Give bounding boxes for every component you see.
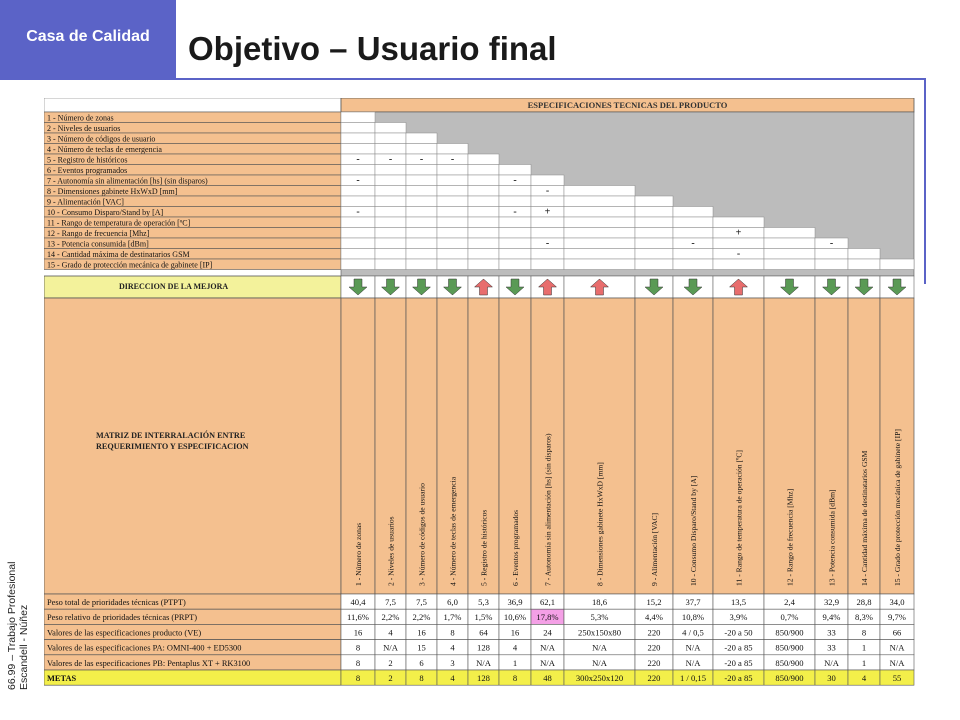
correlation-cell	[437, 196, 468, 207]
correlation-cell	[341, 249, 375, 260]
bottom-row-value: 0,7%	[780, 612, 799, 623]
bottom-row-value: 2,2%	[381, 612, 400, 623]
bottom-row-value: N/A	[685, 657, 701, 668]
matrix-label-line: REQUERIMIENTO Y ESPECIFICACION	[96, 442, 249, 451]
bottom-row-value: 15,2	[646, 597, 662, 607]
correlation-cell	[635, 259, 673, 270]
bottom-row-value: 220	[647, 673, 661, 683]
correlation-cell	[468, 217, 499, 228]
bottom-row-value: 7,5	[416, 597, 427, 607]
correlation-cell	[499, 238, 531, 249]
correlation-cell	[848, 259, 880, 270]
bottom-row-value: 16	[510, 627, 520, 638]
bottom-row-value: 220	[647, 657, 661, 668]
spec-column-label: 12 - Rango de frecuencia [Mhz]	[785, 488, 795, 586]
correlation-cell	[564, 238, 635, 249]
requirement-label: 15 - Grado de protección mecánica de gabinete [IP]	[47, 260, 213, 270]
correlation-cell	[531, 259, 564, 270]
bottom-row-value: 15	[417, 642, 426, 653]
correlation-cell	[468, 249, 499, 260]
bottom-row-value: 10,6%	[503, 612, 527, 623]
correlation-cell	[341, 238, 375, 249]
correlation-cell	[437, 259, 468, 270]
requirement-label: 10 - Consumo Disparo/Stand by [A]	[47, 207, 164, 217]
bottom-row-value: 2	[388, 673, 393, 683]
bottom-row-value: 55	[892, 673, 902, 683]
bottom-row-value: 220	[647, 627, 661, 638]
requirement-label: 4 - Número de teclas de emergencia	[47, 144, 162, 154]
correlation-cell	[437, 207, 468, 218]
correlation-cell	[635, 217, 673, 228]
bottom-row-value: 4	[861, 673, 867, 683]
correlation-cell	[673, 228, 713, 239]
correlation-symbol: -	[450, 154, 455, 166]
correlation-cell	[437, 238, 468, 249]
correlation-cell	[635, 249, 673, 260]
bottom-row-label: Valores de las especificaciones PA: OMNI-400 + ED5300	[47, 643, 242, 653]
spec-column-label: 15 - Grado de protección mecánica de gabinete [IP]	[893, 429, 902, 586]
bottom-row-value: 13,5	[730, 597, 747, 607]
correlation-cell	[375, 144, 406, 155]
bottom-row-value: 2,4	[784, 597, 795, 607]
bottom-row-value: 16	[353, 627, 363, 638]
bottom-row-value: 6	[419, 657, 424, 668]
correlation-cell	[564, 207, 635, 218]
section-badge	[0, 0, 176, 80]
correlation-cell	[673, 207, 713, 218]
correlation-cell	[468, 175, 499, 186]
correlation-cell	[375, 217, 406, 228]
bottom-row-value: 28,8	[856, 597, 872, 607]
correlation-cell	[815, 249, 848, 260]
bottom-row-value: 18,6	[591, 597, 608, 607]
bottom-row-value: 34,0	[889, 597, 905, 607]
spec-column-label: 14 - Cantidad máxima de destinatarios GSM	[860, 450, 869, 586]
requirement-label: 6 - Eventos programados	[47, 165, 128, 175]
bottom-row-label: METAS	[47, 674, 77, 683]
spec-column-label: 9 - Alimentación [VAC]	[650, 512, 659, 586]
bottom-row-value: 1	[512, 657, 518, 668]
bottom-row-label: Peso total de prioridades técnicas (PTPT)	[47, 598, 186, 607]
matrix-corner	[44, 98, 341, 112]
bottom-row-value: 1	[861, 642, 867, 653]
correlation-cell	[406, 249, 437, 260]
correlation-symbol: +	[544, 206, 551, 218]
bottom-row-value: 36,9	[507, 597, 523, 607]
bottom-row-value: 128	[477, 642, 490, 653]
spec-column-label: 11 - Rango de temperatura de operación [ºC]	[734, 450, 744, 586]
bottom-row-label: Peso relativo de prioridades técnicas (PRPT)	[47, 613, 198, 623]
requirement-label: 5 - Registro de históricos	[47, 155, 128, 165]
correlation-cell	[531, 217, 564, 228]
correlation-cell	[406, 144, 437, 155]
correlation-cell	[499, 165, 531, 176]
bottom-row-value: 1,5%	[474, 612, 493, 623]
bottom-row-value: 4 / 0,5	[682, 627, 704, 638]
correlation-symbol: -	[691, 238, 695, 250]
correlation-cell	[531, 249, 564, 260]
bottom-row-value: 2	[388, 657, 393, 668]
bottom-row-value: 16	[417, 627, 426, 638]
spec-column-label: 7 - Autonomía sin alimentación [hs] (sin disparos)	[543, 433, 553, 586]
bottom-row-value: 33	[827, 642, 836, 653]
footer-line-2: Escandell - Núñez	[18, 604, 30, 690]
requirement-label: 8 - Dimensiones gabinete HxWxD [mm]	[47, 186, 178, 196]
bottom-row-value: 10,8%	[681, 612, 705, 623]
correlation-cell	[531, 228, 564, 239]
correlation-cell	[499, 217, 531, 228]
correlation-cell	[531, 175, 564, 186]
bottom-row-value: 8	[512, 673, 518, 683]
correlation-cell	[375, 207, 406, 218]
bottom-row-value: 40,4	[350, 597, 366, 607]
correlation-cell	[341, 165, 375, 176]
correlation-cell	[437, 165, 468, 176]
correlation-cell	[375, 123, 406, 134]
bottom-row-label: Valores de las especificaciones PB: Pentaplus XT + RK3100	[47, 658, 251, 668]
correlation-cell	[406, 175, 437, 186]
bottom-row-value: 300x250x120	[575, 673, 624, 683]
bottom-row-value: 4	[450, 673, 455, 683]
bottom-row-value: 11,6%	[347, 612, 369, 623]
correlation-cell	[764, 259, 815, 270]
correlation-cell	[764, 238, 815, 249]
spec-column-label: 4 - Número de teclas de emergencia	[448, 476, 458, 586]
correlation-cell	[375, 186, 406, 197]
bottom-row-value: 3,9%	[729, 612, 748, 623]
correlation-cell	[564, 217, 635, 228]
correlation-symbol: -	[388, 154, 393, 166]
correlation-cell	[406, 207, 437, 218]
bottom-row-value: N/A	[889, 642, 905, 653]
bottom-row-value: 8	[355, 657, 361, 668]
page-title: Objetivo – Usuario final	[188, 30, 557, 67]
correlation-symbol: -	[356, 154, 360, 166]
correlation-cell	[468, 165, 499, 176]
correlation-cell	[341, 186, 375, 197]
correlation-cell	[375, 165, 406, 176]
bottom-row-value: 8	[355, 673, 361, 683]
correlation-cell	[635, 207, 673, 218]
correlation-cell	[437, 217, 468, 228]
bottom-row-value: -20 a 85	[724, 673, 753, 683]
bottom-row-value: 8	[355, 642, 361, 653]
correlation-symbol: -	[356, 175, 360, 187]
requirement-label: 2 - Niveles de usuarios	[47, 123, 121, 133]
requirement-label: 3 - Número de códigos de usuario	[47, 134, 156, 144]
bottom-row-value: 64	[479, 627, 488, 638]
correlation-cell	[406, 186, 437, 197]
correlation-cell	[635, 238, 673, 249]
correlation-cell	[713, 238, 764, 249]
correlation-symbol: +	[735, 227, 742, 239]
correlation-cell	[531, 196, 564, 207]
spec-column-label: 6 - Eventos programados	[511, 509, 520, 586]
bottom-row-value: 37,7	[685, 597, 701, 607]
footer-line-1: 66.99 – Trabajo Profesional	[6, 561, 18, 690]
correlation-cell	[635, 196, 673, 207]
correlation-cell	[406, 238, 437, 249]
bottom-row-value: 7,5	[385, 597, 396, 607]
bottom-row-value: 62,1	[539, 597, 556, 607]
bottom-row-value: -20 a 50	[724, 627, 753, 638]
correlation-cell	[468, 259, 499, 270]
spec-column-label: 8 - Dimensiones gabinete HxWxD [mm]	[595, 462, 605, 586]
bottom-row-value: 9,4%	[822, 612, 841, 623]
correlation-cell	[499, 259, 531, 270]
correlation-cell	[499, 186, 531, 197]
requirement-label: 9 - Alimentación [VAC]	[47, 197, 124, 207]
spec-column-label: 10 - Consumo Disparo/Stand by [A]	[689, 475, 698, 586]
correlation-cell	[406, 196, 437, 207]
correlation-cell	[406, 228, 437, 239]
bottom-row-value: 1,7%	[443, 612, 462, 623]
bottom-row-label-cell	[44, 670, 341, 685]
correlation-cell	[564, 196, 635, 207]
footer-vertical-text	[6, 562, 30, 690]
bottom-row-value: 8,3%	[855, 612, 873, 623]
title-underline	[176, 78, 926, 80]
section-badge-label: Casa de Calidad	[26, 28, 150, 45]
correlation-cell	[406, 165, 437, 176]
requirement-label: 14 - Cantidad máxima de destinatarios GSM	[47, 249, 190, 259]
bottom-row-value: N/A	[540, 642, 555, 653]
house-of-quality-matrix	[44, 98, 920, 686]
correlation-symbol: -	[829, 238, 834, 250]
correlation-symbol: -	[513, 206, 517, 218]
bottom-row-value: 850/900	[775, 627, 804, 638]
bottom-row-value: N/A	[889, 657, 905, 668]
correlation-cell	[406, 259, 437, 270]
bottom-row-value: 5,3	[478, 597, 489, 607]
bottom-row-value: -20 a 85	[724, 657, 753, 668]
spec-column-label: 3 - Número de códigos de usuario	[417, 483, 427, 586]
bottom-row-value: N/A	[592, 642, 607, 653]
bottom-row-value: 30	[827, 673, 836, 683]
bottom-row-value: N/A	[476, 657, 491, 668]
correlation-cell	[713, 217, 764, 228]
spec-column-label: 2 - Niveles de usuarios	[386, 516, 396, 586]
correlation-cell	[341, 259, 375, 270]
correlation-cell	[673, 259, 713, 270]
correlation-symbol: -	[419, 154, 424, 166]
bottom-row-value: 4	[450, 642, 455, 653]
bottom-row-value: 2,2%	[412, 612, 431, 623]
spec-column-label: 1 - Número de zonas	[354, 522, 363, 586]
bottom-row-value: 4	[388, 627, 393, 638]
correlation-cell	[375, 228, 406, 239]
bottom-row-value: 66	[892, 627, 902, 638]
correlation-cell	[375, 196, 406, 207]
correlation-cell	[341, 217, 375, 228]
correlation-cell	[635, 228, 673, 239]
bottom-row-value: 8	[861, 627, 867, 638]
right-border-line	[924, 78, 926, 284]
bottom-row-value: 24	[543, 627, 552, 638]
requirement-label: 11 - Rango de temperatura de operación [ºC]	[47, 218, 191, 228]
bottom-row-value: 32,9	[823, 597, 840, 607]
bottom-row-value: 250x150x80	[578, 627, 621, 638]
correlation-cell	[341, 112, 375, 123]
correlation-cell	[375, 175, 406, 186]
correlation-symbol: -	[513, 175, 517, 187]
correlation-cell	[764, 228, 815, 239]
bottom-row-value: N/A	[383, 642, 398, 653]
requirement-label: 7 - Autonomía sin alimentación [hs] (sin disparos)	[47, 176, 208, 186]
correlation-cell	[499, 196, 531, 207]
bottom-row-label: Valores de las especificaciones producto (VE)	[47, 628, 202, 638]
correlation-symbol: -	[356, 206, 360, 218]
bottom-row-value: 8	[450, 627, 455, 638]
bottom-row-value: 4,4%	[645, 612, 663, 623]
bottom-row-value: 850/900	[775, 673, 804, 683]
correlation-cell	[341, 144, 375, 155]
correlation-symbol: -	[736, 248, 741, 260]
correlation-symbol: -	[545, 238, 550, 250]
correlation-cell	[375, 133, 406, 144]
correlation-symbol: -	[545, 185, 550, 197]
correlation-cell	[341, 133, 375, 144]
bottom-row-value: 850/900	[775, 642, 804, 653]
bottom-row-value: 9,7%	[888, 612, 906, 623]
bottom-row-value: 8	[419, 673, 424, 683]
correlation-cell	[468, 186, 499, 197]
bottom-row-value: N/A	[540, 657, 555, 668]
correlation-cell	[673, 249, 713, 260]
correlation-cell	[468, 228, 499, 239]
bottom-row-value: 128	[477, 673, 490, 683]
direction-label: DIRECCION DE LA MEJORA	[119, 282, 229, 291]
correlation-cell	[406, 133, 437, 144]
correlation-cell	[468, 154, 499, 165]
correlation-cell	[764, 249, 815, 260]
bottom-row-value: 4	[512, 642, 518, 653]
correlation-cell	[564, 259, 635, 270]
matrix-label-line: MATRIZ DE INTERRALACIÓN ENTRE	[96, 431, 246, 440]
bottom-row-value: N/A	[592, 657, 607, 668]
correlation-cell	[437, 186, 468, 197]
correlation-cell	[406, 217, 437, 228]
correlation-cell	[564, 249, 635, 260]
spec-column-label: 13 - Potencia consumida [dBm]	[827, 489, 837, 586]
requirement-label: 13 - Potencia consumida [dBm]	[47, 239, 149, 249]
correlation-cell	[437, 175, 468, 186]
bottom-row-value: 17,8%	[536, 612, 559, 623]
correlation-cell	[713, 259, 764, 270]
requirement-label: 12 - Rango de frecuencia [Mhz]	[47, 228, 150, 238]
bottom-row-value: -20 a 85	[724, 642, 753, 653]
bottom-row-value: N/A	[685, 642, 701, 653]
correlation-cell	[499, 249, 531, 260]
correlation-cell	[499, 228, 531, 239]
correlation-cell	[848, 249, 880, 260]
correlation-cell	[341, 228, 375, 239]
bottom-row-value: 48	[543, 673, 552, 683]
bottom-row-value: 1	[861, 657, 867, 668]
bottom-row-value: N/A	[824, 657, 839, 668]
correlation-cell	[815, 259, 848, 270]
spec-column-label: 5 - Registro de históricos	[479, 509, 489, 586]
bottom-row-value: 850/900	[775, 657, 804, 668]
bottom-row-value: 5,3%	[590, 612, 609, 623]
correlation-cell	[341, 123, 375, 134]
correlation-cell	[437, 249, 468, 260]
correlation-cell	[880, 259, 914, 270]
correlation-cell	[564, 186, 635, 197]
correlation-cell	[468, 207, 499, 218]
correlation-cell	[673, 217, 713, 228]
correlation-cell	[437, 144, 468, 155]
specs-header-text: ESPECIFICACIONES TECNICAS DEL PRODUCTO	[527, 100, 728, 110]
correlation-cell	[341, 196, 375, 207]
correlation-cell	[564, 228, 635, 239]
correlation-cell	[468, 238, 499, 249]
correlation-cell	[437, 228, 468, 239]
bottom-row-value: 3	[450, 657, 455, 668]
correlation-cell	[468, 196, 499, 207]
bottom-row-value: 1 / 0,15	[679, 673, 707, 683]
correlation-cell	[375, 238, 406, 249]
requirement-label: 1 - Número de zonas	[47, 113, 114, 123]
correlation-cell	[375, 259, 406, 270]
bottom-row-value: 6,0	[447, 597, 458, 607]
bottom-row-value: 220	[647, 642, 661, 653]
correlation-cell	[375, 249, 406, 260]
bottom-row-value: 33	[827, 627, 836, 638]
